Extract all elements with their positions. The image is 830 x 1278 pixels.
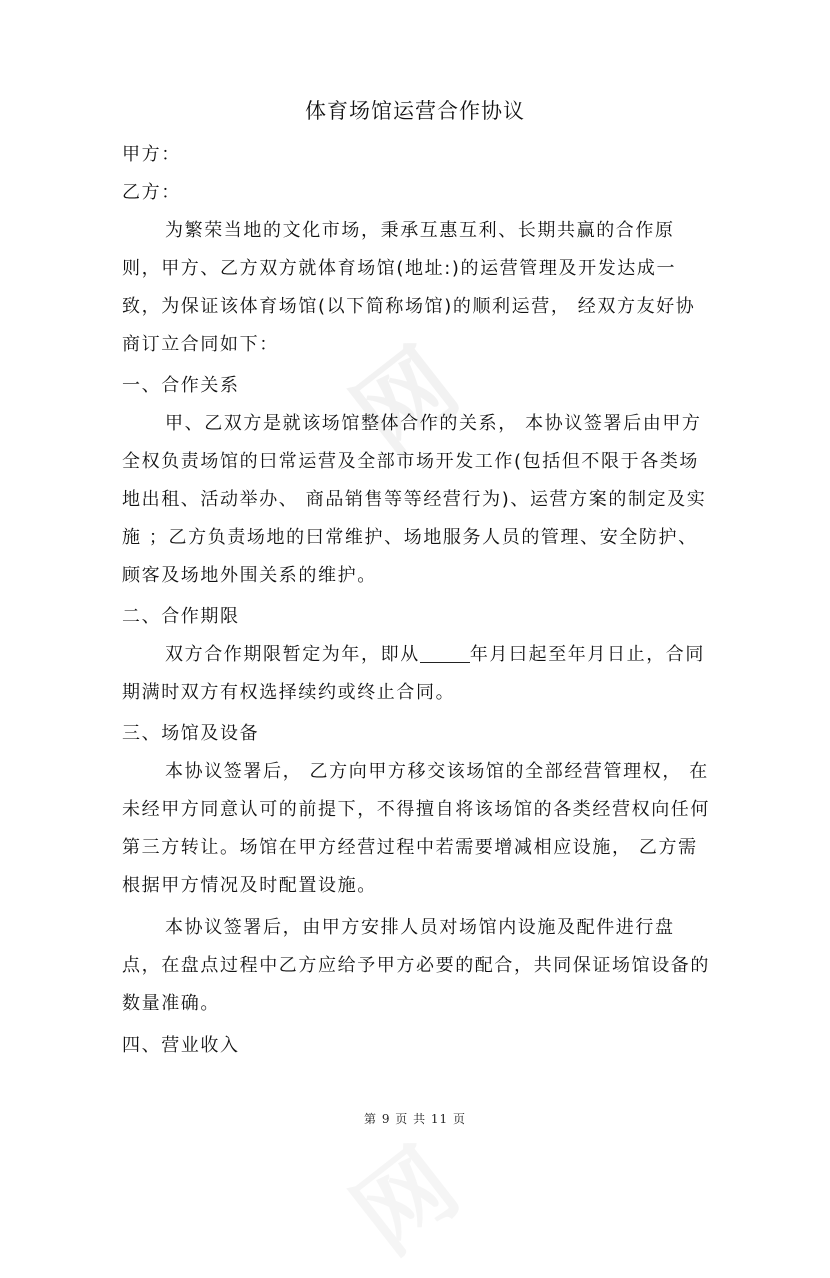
section-body-term [122,636,710,712]
page-number: 第 9 页 共 11 页 [364,1112,466,1126]
term-text-start: 双方合作期限暂定为年，即从 [165,644,420,665]
document-body [122,136,710,1065]
document-title: 体育场馆运营合作协议 [305,99,525,123]
party-a-line: 甲方： [122,144,181,165]
section-heading-term: 二、合作期限 [122,606,240,627]
watermark: 网 [333,323,484,475]
section-heading-revenue: 四、营业收入 [122,1035,240,1056]
date-blank-line [420,644,470,663]
intro-paragraph: 为繁荣当地的文化市场，秉承互惠互利、长期共赢的合作原则，甲方、乙方双方就体育场馆(地址:)的运营管理及开发达成一致，为保证该体育场馆(以下简称场馆)的顺利运营， 经双方友好协商订立合同如下： [122,220,696,355]
section-heading-venue: 三、场馆及设备 [122,723,260,744]
section-body-cooperation: 甲、乙双方是就该场馆整体合作的关系， 本协议签署后由甲方全权负责场馆的曰常运营及全部市场开发工作(包括但不限于各类场地出租、活动举办、 商品销售等等经营行为)、运营方案的制定及实施 ；乙方负责场地的曰常维护、场地服务人员的管理、安全防护、顾客及场地外围关系的维护。 [122,413,707,586]
section-heading-cooperation: 一、合作关系 [122,375,240,396]
term-text-end: 年月曰起至年月日止，合同期满时双方有权选择续约或终止合同。 [122,644,706,703]
section-body-venue-2: 本协议签署后，由甲方安排人员对场馆内设施及配件进行盘点，在盘点过程中乙方应给予甲方必要的配合，共同保证场馆设备的数量准确。 [122,917,710,1014]
watermark: 网 [333,1123,484,1275]
party-b-line: 乙方： [122,182,181,203]
section-body-venue-1: 本协议签署后， 乙方向甲方移交该场馆的全部经营管理权， 在未经甲方同意认可的前提下，不得擅自将该场馆的各类经营权向任何第三方转让。场馆在甲方经营过程中若需要增减相应设施， 乙方需根据甲方情况及时配置设施。 [122,761,710,896]
